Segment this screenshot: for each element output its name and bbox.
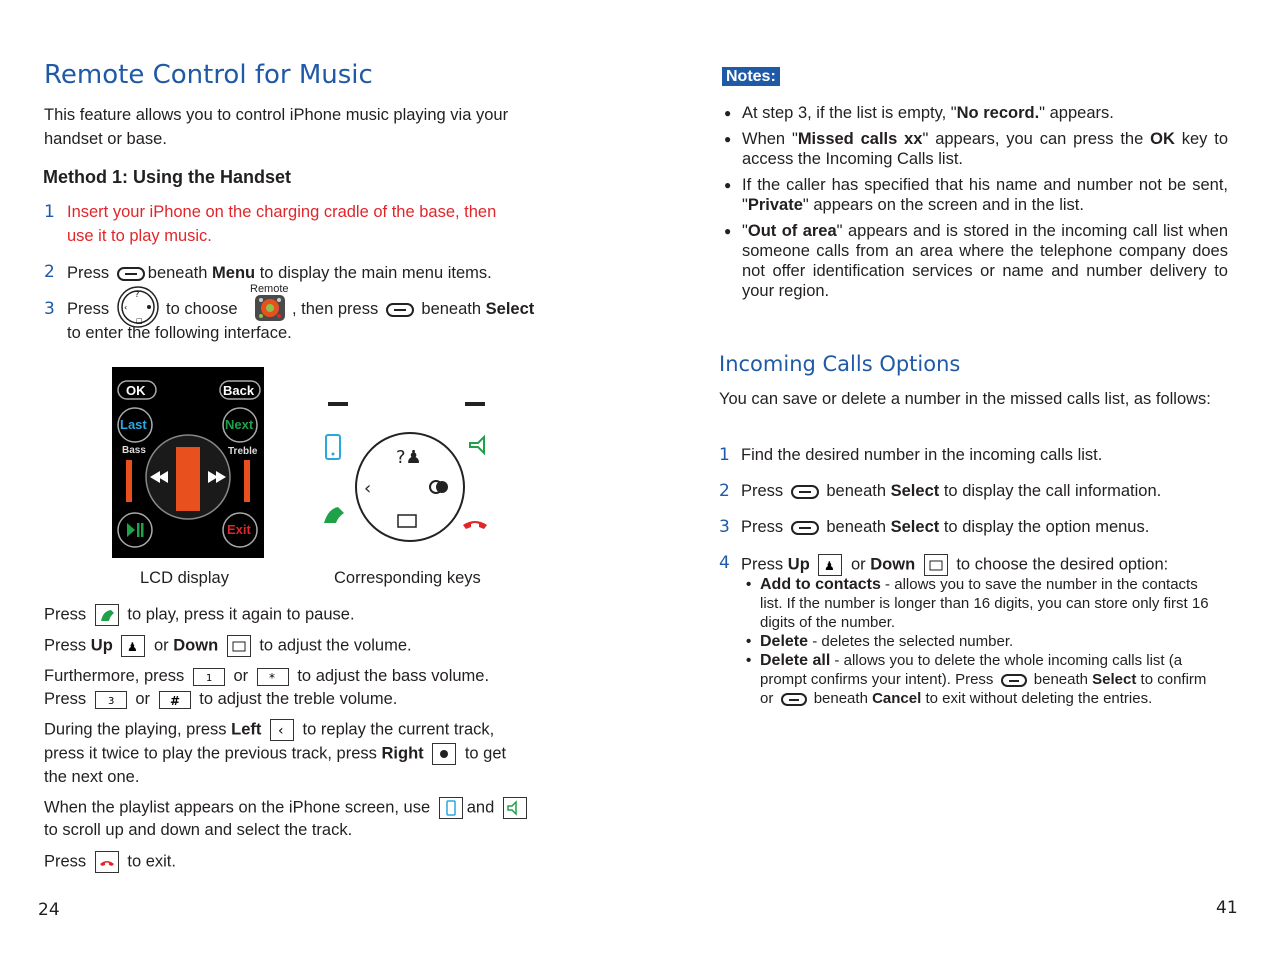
track-c: press it twice to play the previous track, press (44, 744, 377, 763)
note-text: At step 3, if the list is empty, " (742, 104, 957, 122)
step-rest: to display the call information. (943, 482, 1162, 500)
option-item (744, 575, 1214, 632)
or-text: or (233, 667, 249, 685)
note-item (724, 221, 1228, 301)
corresponding-keys-diagram (318, 395, 498, 545)
page-number-right: 41 (1216, 898, 1238, 918)
select-key-label: Select (1092, 671, 1137, 688)
lcd-ok-label: OK (126, 383, 146, 398)
end-key-icon (463, 521, 487, 529)
svg-text:?: ? (135, 290, 140, 299)
exit-press: Press (44, 852, 87, 871)
note-bold: No record. (956, 104, 1040, 122)
notes-list (724, 103, 1228, 307)
play-rest: to play, press it again to pause. (127, 605, 355, 624)
note-text: " appears and is stored in the incoming call list when someone calls from an area where the telephone company does not offer identification services or name and number delivery to your region. (742, 222, 1228, 300)
notes-badge (722, 68, 780, 86)
note-bold: Out of area (747, 222, 837, 240)
step-number: 1 (719, 445, 730, 465)
step-1-line-1: Insert your iPhone on the charging cradle of the base, then (67, 203, 497, 221)
and-text: and (466, 798, 495, 817)
section-intro: You can save or delete a number in the missed calls list, as follows: (719, 390, 1211, 408)
softkey-icon (791, 521, 819, 535)
talk-key-icon (324, 507, 344, 523)
method-heading: Method 1: Using the Handset (43, 167, 292, 187)
down-label: Down (173, 636, 219, 655)
end-key-icon (95, 851, 119, 873)
left-label: Left (231, 720, 262, 739)
right-step-3 (741, 517, 1149, 537)
step-number: 4 (719, 553, 730, 573)
option-desc: - allows you to save the number in the contacts list. If the number is longer than 16 digits, you can store only first 16 digits of the number. (760, 576, 1209, 631)
page-number-left: 24 (38, 900, 60, 920)
lcd-exit-label: Exit (227, 522, 251, 537)
step-number: 1 (44, 202, 55, 222)
notes-label: Notes: (722, 67, 780, 86)
options-list (744, 575, 1214, 708)
step-rest: to display the option menus. (943, 518, 1150, 536)
svg-text:♟: ♟ (824, 559, 836, 573)
track-e: the next one. (44, 768, 140, 786)
exit-rest: to exit. (127, 852, 176, 871)
menu-key-label: Menu (212, 264, 256, 282)
left-softkey-icon (328, 402, 348, 406)
option-name: Delete all (760, 652, 831, 669)
or-text: or (135, 690, 151, 708)
para-track-line-2 (44, 743, 506, 765)
press-text: Press (741, 555, 784, 574)
beneath-text: beneath (1033, 671, 1088, 688)
option-item (744, 651, 1214, 708)
right-step-4 (741, 554, 1168, 576)
track-d: to get (464, 744, 507, 763)
track-a: During the playing, press (44, 720, 227, 739)
para-bass (44, 666, 489, 686)
softkey-icon (791, 485, 819, 499)
option-name: Delete (760, 633, 809, 650)
note-bold: Missed calls xx (797, 130, 923, 148)
then-press-text: , then press (292, 300, 379, 318)
press-text: Press (67, 300, 110, 318)
or-text: or (153, 636, 169, 655)
choose-text: to choose (166, 300, 238, 318)
softkey-icon (1001, 674, 1027, 687)
intro-line-2: handset or base. (44, 130, 167, 148)
beneath-text: beneath (147, 264, 208, 282)
select-key-label: Select (890, 482, 940, 500)
left-key-icon (270, 719, 294, 741)
note-item (724, 175, 1228, 215)
talk-key-icon (95, 604, 119, 626)
step-number: 3 (719, 517, 730, 537)
svg-text:□: □ (136, 317, 143, 325)
down-key-icon (924, 554, 948, 576)
step-number: 2 (719, 481, 730, 501)
svg-text:‹: ‹ (124, 303, 128, 312)
para-track-line-1 (44, 719, 494, 741)
track-b: to replay the current track, (302, 720, 495, 739)
svg-text:3: 3 (107, 695, 115, 707)
right-key-icon (432, 743, 456, 765)
step-2-rest: to display the main menu items. (259, 264, 492, 282)
lcd-last-label: Last (120, 417, 147, 432)
treble-rest: to adjust the treble volume. (199, 690, 398, 708)
note-item (724, 103, 1228, 123)
key-3-icon (95, 691, 127, 709)
page-title: Remote Control for Music (44, 60, 373, 90)
svg-text:1: 1 (205, 672, 213, 684)
note-text: " (742, 222, 748, 240)
note-bold: OK (1150, 130, 1175, 148)
bass-press: Furthermore, press (44, 667, 185, 685)
beneath-text: beneath (813, 690, 868, 707)
note-text: " appears on the screen and in the list. (802, 196, 1084, 214)
volume-rest: to adjust the volume. (259, 636, 412, 655)
para-volume (44, 635, 412, 657)
note-text: key to access the Incoming Calls list. (742, 130, 1228, 168)
cancel-key-label: Cancel (872, 690, 922, 707)
option-name: Add to contacts (760, 576, 881, 593)
lcd-caption: LCD display (140, 569, 229, 587)
step-number: 2 (44, 262, 55, 282)
up-label: Up (787, 555, 810, 574)
up-key-icon (121, 635, 145, 657)
volume-press: Press (44, 636, 87, 655)
softkey-icon (117, 267, 145, 281)
press-text: Press (67, 264, 110, 282)
confirm-text: to confirm or (760, 671, 1207, 707)
treble-press: Press (44, 690, 87, 708)
option-item (744, 632, 1214, 651)
note-text: When " (742, 130, 798, 148)
step-3-tail (292, 299, 534, 319)
step-rest: to choose the desired option: (956, 555, 1169, 574)
step-1-line-2: use it to play music. (67, 227, 212, 245)
svg-text:‹: ‹ (277, 723, 284, 739)
select-key-label: Select (890, 518, 940, 536)
beneath-text: beneath (826, 518, 887, 536)
option-desc: - deletes the selected number. (808, 633, 1014, 650)
para-play (44, 604, 355, 626)
right-softkey-icon (465, 402, 485, 406)
section-title: Incoming Calls Options (719, 352, 961, 376)
step-3-line-2: to enter the following interface. (67, 324, 292, 342)
para-treble (44, 689, 397, 709)
lcd-display (112, 367, 264, 558)
up-label: Up (90, 636, 113, 655)
note-text: " appears, you can press the (922, 130, 1151, 148)
play-press: Press (44, 605, 87, 624)
intro-line-1: This feature allows you to control iPhone music playing via your (44, 106, 509, 124)
right-label: Right (381, 744, 424, 763)
select-key-label: Select (485, 300, 535, 318)
key-hash-icon (159, 691, 191, 709)
speaker-key-icon (470, 437, 484, 453)
or-text: or (850, 555, 866, 574)
playlist-a: When the playlist appears on the iPhone screen, use (44, 798, 431, 817)
up-scroll-key-icon (439, 797, 463, 819)
right-step-1: Find the desired number in the incoming calls list. (741, 446, 1103, 464)
key-star-icon (257, 668, 289, 686)
press-text: Press (741, 518, 784, 536)
option-end: to exit without deleting the entries. (925, 690, 1153, 707)
lcd-next-label: Next (225, 417, 254, 432)
svg-text:#: # (169, 693, 180, 708)
lcd-back-label: Back (223, 383, 255, 398)
playlist-b: to scroll up and down and select the track. (44, 821, 353, 839)
note-bold: Private (747, 196, 803, 214)
step-2 (67, 263, 492, 283)
beneath-text: beneath (421, 300, 482, 318)
press-text: Press (741, 482, 784, 500)
softkey-icon (781, 693, 807, 706)
remote-icon (254, 294, 286, 322)
step-number: 3 (44, 299, 55, 319)
para-playlist-line-1 (44, 797, 531, 819)
remote-icon-label: Remote (250, 283, 289, 295)
bass-rest: to adjust the bass volume. (297, 667, 490, 685)
down-key-icon (227, 635, 251, 657)
speaker-key-icon (503, 797, 527, 819)
up-key-icon (818, 554, 842, 576)
svg-text:?♟: ?♟ (396, 447, 422, 468)
lcd-bass-label: Bass (122, 445, 146, 456)
key-1-icon (193, 668, 225, 686)
keys-caption: Corresponding keys (334, 569, 481, 587)
note-text: If the caller has specified that his name and number not be sent, " (742, 176, 1228, 214)
note-item (724, 129, 1228, 169)
softkey-icon (386, 303, 414, 317)
down-label: Down (870, 555, 916, 574)
beneath-text: beneath (826, 482, 887, 500)
option-desc: - allows you to delete the whole incoming calls list (a prompt confirms your intent). Press (760, 652, 1183, 688)
svg-text:‹: ‹ (364, 478, 372, 499)
svg-text:♟: ♟ (127, 640, 139, 654)
lcd-treble-label: Treble (228, 446, 258, 457)
right-step-2 (741, 481, 1161, 501)
svg-text:*: * (268, 670, 275, 685)
para-exit (44, 851, 176, 873)
note-text: " appears. (1039, 104, 1114, 122)
